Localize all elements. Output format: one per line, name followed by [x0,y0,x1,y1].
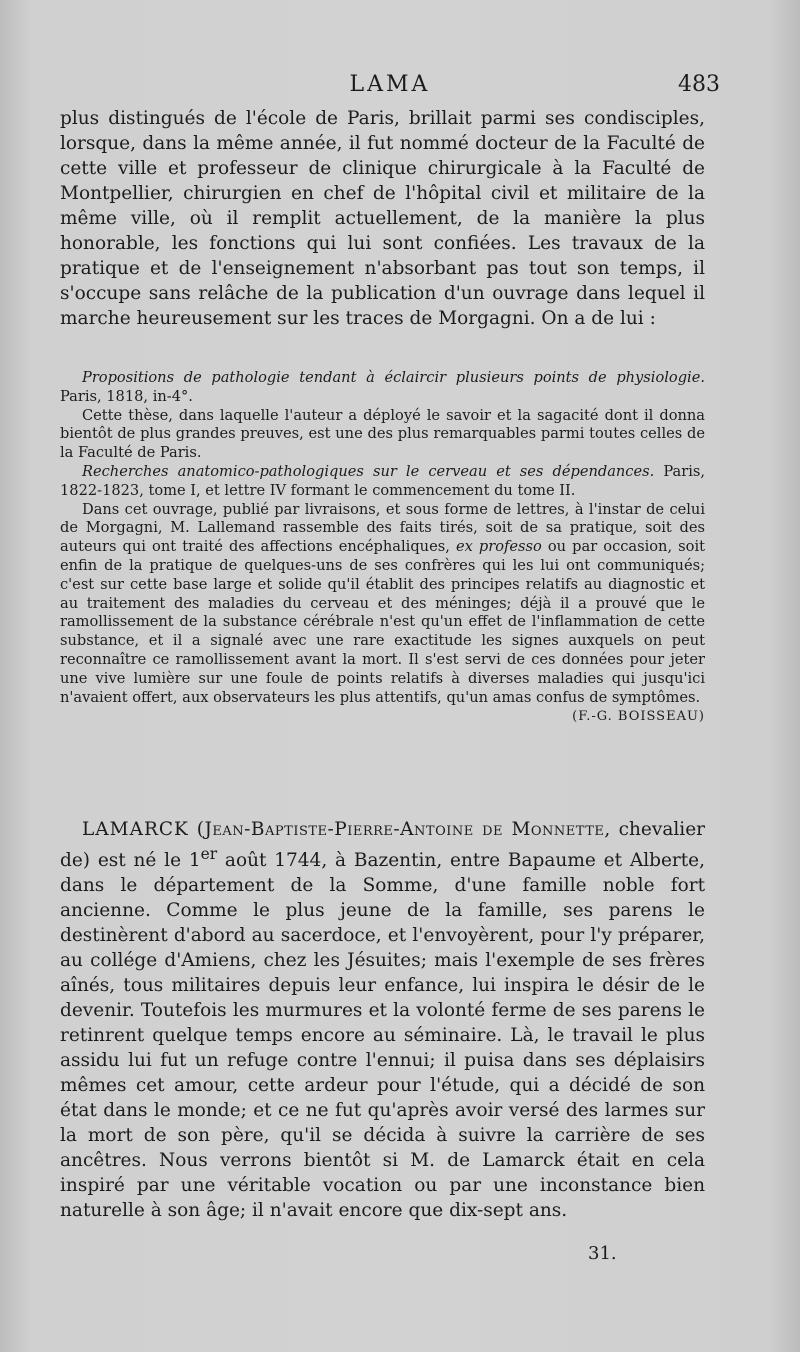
work-comment-1: Cette thèse, dans laquelle l'auteur a déployé le savoir et la sagacité dont il donna bientôt de plus grandes preuves, est une des plus remarquables parmi toutes celles de la Faculté de Paris. [60,406,705,462]
entry-text-2: août 1744, à Bazentin, entre Bapaume et Alberte, dans le département de la Somme, d'une famille noble fort ancienne. Comme le plus jeune de la famille, ses parens le destinèrent d'abord au sacerdoce, et l'envoyèrent, pour l'y préparer, au collége d'Amiens, chez les Jésuites; mais l'exemple de ses frères aînés, tous militaires depuis leur enfance, lui inspira le désir de le devenir. Toutefois les murmures et la volonté ferme de ses parens le retinrent quelque temps encore au séminaire. Là, le travail le plus assidu lui fut un refuge contre l'ennui; il puisa dans ses déplaisirs mêmes cet amour, cette ardeur pour l'étude, qui a décidé de son état dans le monde; et ce ne fut qu'après avoir versé des larmes sur la mort de son père, qu'il se décida à suivre la carrière de ses ancêtres. Nous verrons bientôt si M. de Lamarck était en cela inspiré par une véritable vocation ou par une inconstance bien naturelle à son âge; il n'avait encore que dix-sept ans. [60,850,706,1222]
work-entry-1 [60,369,705,407]
entry-full-name: (Jean-Baptiste-Pierre-Antoine de Monnette, [196,819,611,840]
works-list [60,369,705,727]
signature-mark: 31. [588,1243,617,1264]
work-comment-2-part1: Dans cet ouvrage, publié par livraisons, et sous forme de lettres, à l'instar de celui de Morgagni, M. Lallemand rassemble des faits tirés, soit de sa pratique, soit des auteurs qui ont traité des affections encéphaliques, [60,500,705,556]
entry-text-1: chevalier de) est né le 1 [60,819,705,872]
running-head: LAMA [349,72,431,97]
entry-ordinal: er [200,845,218,863]
work-title-2: Recherches anatomico-pathologiques sur le cerveau et ses dépendances. [82,462,655,480]
page-header [60,72,720,102]
work-details-2: Paris, 1822-1823, tome I, et lettre IV formant le commencement du tome II. [60,462,705,499]
work-comment-2-italic: ex professo [455,538,542,556]
entry-name: LAMARCK [82,819,189,840]
work-comment-2-part2: ou par occasion, soit enfin de la pratique de quelques-uns de ses confrères qui les lui ont communiqués; c'est sur cette base large et solide qu'il établit des principes relatifs au diagnostic et au traitement des maladies du cerveau et des méninges; déjà il a prouvé que le ramollissement de la substance cérébrale n'est qu'un effet de l'inflammation de cette substance, et il a signalé avec une rare exactitude les signes auxquels on peut reconnaître ce ramollissement avant la mort. Il s'est servi de ces données pour jeter une vive lumière sur une foule de points relatifs à diverses maladies qui jusqu'ici n'avaient offert, aux observateurs les plus attentifs, qu'un amas confus de symptômes. [60,538,705,706]
lamarck-paragraph [60,817,705,1223]
work-title-1: Propositions de pathologie tendant à éclaircir plusieurs points de physiologie. [82,369,705,386]
page-number: 483 [678,72,720,97]
work-comment-2 [60,501,705,708]
author-signature-text: (F.-G. BOISSEAU) [572,709,705,725]
author-signature [60,707,705,727]
continuation-paragraph [60,106,705,331]
lamarck-entry [60,817,705,1223]
work-entry-2 [60,463,705,501]
continuation-text: plus distingués de l'école de Paris, brillait parmi ses condisciples, lorsque, dans la même année, il fut nommé docteur de la Faculté de cette ville et professeur de clinique chirurgicale à la Faculté de Montpellier, chirurgien en chef de l'hôpital civil et militaire de la même ville, où il remplit actuellement, de la manière la plus honorable, les fonctions qui lui sont confiées. Les travaux de la pratique et de l'enseignement n'absorbant pas tout son temps, il s'occupe sans relâche de la publication d'un ouvrage dans lequel il marche heureusement sur les traces de Morgagni. On a de lui : [60,108,705,329]
work-details-1: Paris, 1818, in-4°. [60,387,193,405]
